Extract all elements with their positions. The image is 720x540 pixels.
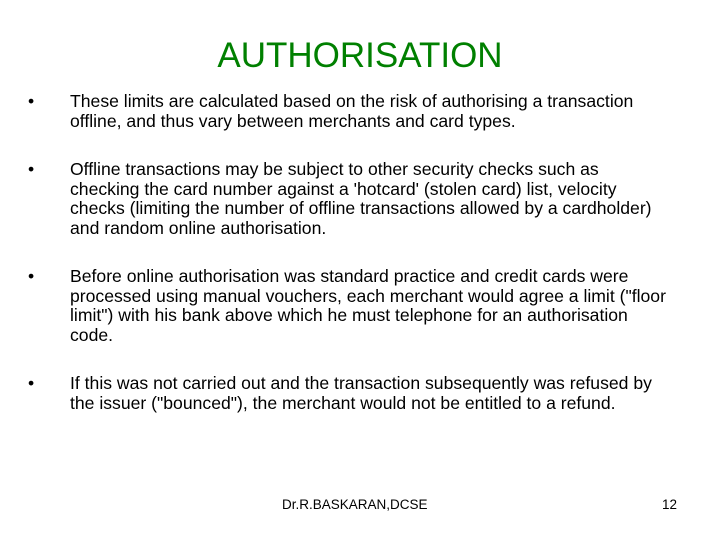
bullet-text: If this was not carried out and the transaction subsequently was refused by the issuer ("bounced"), the merchant would not be entitled to a refund. [70, 373, 652, 413]
slide-footer [0, 496, 720, 516]
bullet-text: Before online authorisation was standard practice and credit cards were processed using manual vouchers, each merchant would agree a limit ("floor limit") with his bank above which he must telephone for an authorisation code. [70, 266, 666, 345]
bullet-text: Offline transactions may be subject to other security checks such as checking the card number against a 'hotcard' (stolen card) list, velocity checks (limiting the number of offline transactions allowed by a cardholder) and random online authorisation. [70, 159, 652, 238]
bullet-icon: • [28, 373, 35, 393]
page-number: 12 [662, 497, 678, 512]
bullet-icon: • [28, 266, 35, 286]
bullet-icon: • [28, 91, 35, 111]
bullet-icon: • [28, 159, 35, 179]
bullet-text: These limits are calculated based on the risk of authorising a transaction offline, and thus vary between merchants and card types. [70, 91, 634, 131]
bullet-item [28, 374, 668, 413]
bullet-item [28, 92, 668, 131]
bullet-item [28, 160, 668, 238]
bullet-item [28, 267, 668, 345]
slide-title: AUTHORISATION [217, 36, 503, 75]
bullet-list [28, 92, 668, 442]
footer-author: Dr.R.BASKARAN,DCSE [282, 497, 428, 512]
